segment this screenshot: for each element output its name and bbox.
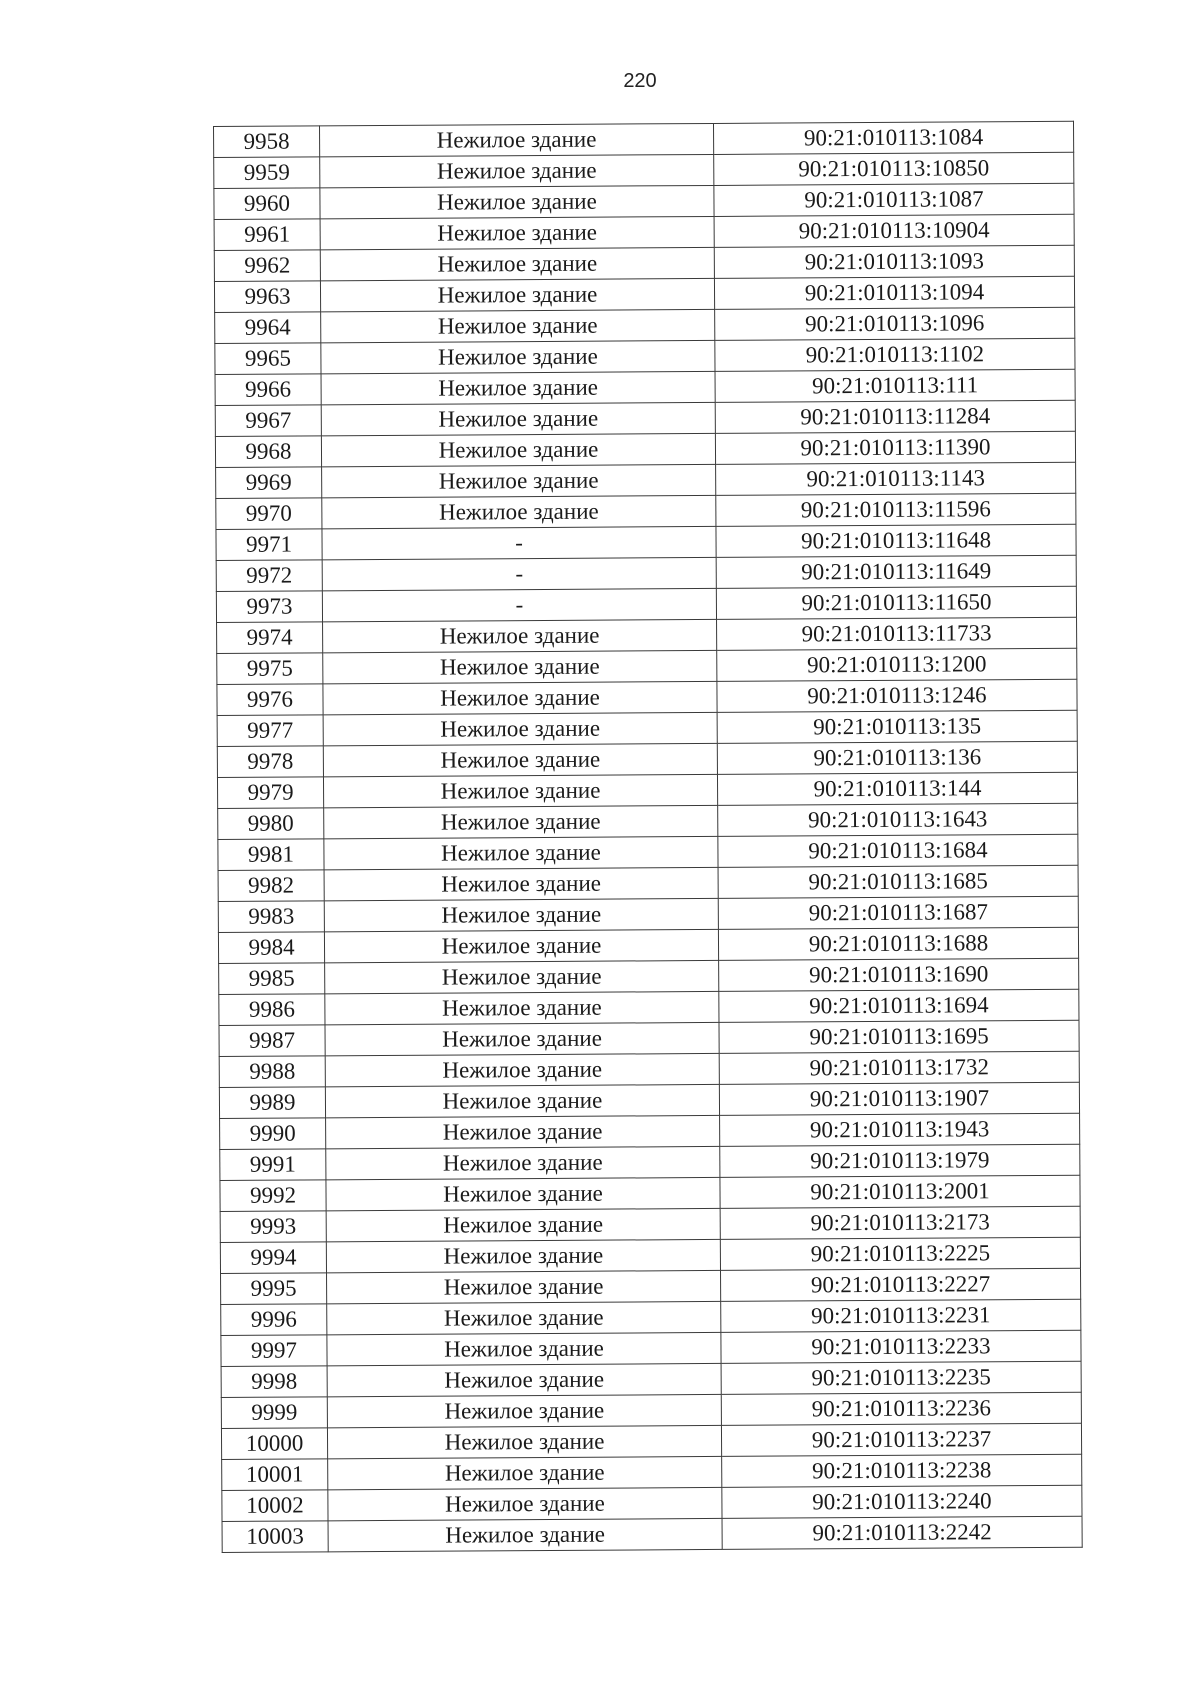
object-type-cell: Нежилое здание	[323, 681, 717, 714]
table-row	[220, 1237, 1080, 1273]
row-number-cell: 9975	[217, 653, 323, 685]
object-type-cell: Нежилое здание	[320, 154, 714, 187]
table-row	[222, 1454, 1082, 1490]
object-type-cell: Нежилое здание	[327, 1332, 721, 1365]
table-row	[217, 617, 1077, 653]
cadastral-number-cell: 90:21:010113:11596	[716, 493, 1076, 526]
cadastral-number-cell: 90:21:010113:144	[717, 772, 1077, 805]
table-row	[221, 1268, 1081, 1304]
table-row	[216, 555, 1076, 591]
table-row	[219, 958, 1079, 994]
cadastral-number-cell: 90:21:010113:135	[717, 710, 1077, 743]
row-number-cell: 9972	[216, 560, 322, 592]
cadastral-number-cell: 90:21:010113:1684	[718, 834, 1078, 867]
row-number-cell: 9988	[219, 1056, 325, 1088]
row-number-cell: 9958	[214, 126, 320, 158]
row-number-cell: 9976	[217, 684, 323, 716]
row-number-cell: 9966	[215, 374, 321, 406]
row-number-cell: 10000	[221, 1428, 327, 1460]
object-type-cell: Нежилое здание	[326, 1115, 720, 1148]
cadastral-number-cell: 90:21:010113:1200	[717, 648, 1077, 681]
cadastral-number-cell: 90:21:010113:11649	[716, 555, 1076, 588]
object-type-cell: Нежилое здание	[327, 1363, 721, 1396]
table-row	[215, 338, 1075, 374]
object-type-cell: Нежилое здание	[320, 185, 714, 218]
table-row	[214, 276, 1074, 312]
table-row	[219, 989, 1079, 1025]
row-number-cell: 9990	[220, 1118, 326, 1150]
object-type-cell: Нежилое здание	[320, 278, 714, 311]
table-row	[217, 772, 1077, 808]
cadastral-number-cell: 90:21:010113:1084	[713, 121, 1073, 154]
row-number-cell: 9989	[219, 1087, 325, 1119]
table-row	[221, 1330, 1081, 1366]
table-row	[215, 400, 1075, 436]
table-row	[218, 927, 1078, 963]
row-number-cell: 9987	[219, 1025, 325, 1057]
object-type-cell: Нежилое здание	[320, 123, 714, 156]
cadastral-number-cell: 90:21:010113:1943	[720, 1113, 1080, 1146]
row-number-cell: 9995	[221, 1273, 327, 1305]
object-type-cell: Нежилое здание	[326, 1239, 720, 1272]
cadastral-number-cell: 90:21:010113:1096	[715, 307, 1075, 340]
cadastral-number-cell: 90:21:010113:1687	[718, 896, 1078, 929]
table-row	[220, 1175, 1080, 1211]
row-number-cell: 9983	[218, 901, 324, 933]
table-row	[214, 245, 1074, 281]
row-number-cell: 9974	[217, 622, 323, 654]
object-type-cell: Нежилое здание	[327, 1270, 721, 1303]
table-row	[215, 369, 1075, 405]
cadastral-number-cell: 90:21:010113:1087	[714, 183, 1074, 216]
row-number-cell: 9986	[219, 994, 325, 1026]
cadastral-number-cell: 90:21:010113:2233	[721, 1330, 1081, 1363]
object-type-cell: Нежилое здание	[321, 402, 715, 435]
table-row	[221, 1299, 1081, 1335]
object-type-cell: Нежилое здание	[323, 774, 717, 807]
cadastral-number-cell: 90:21:010113:1643	[718, 803, 1078, 836]
object-type-cell: -	[322, 526, 716, 559]
registry-table-body	[214, 121, 1083, 1552]
row-number-cell: 9979	[217, 777, 323, 809]
cadastral-number-cell: 90:21:010113:1685	[718, 865, 1078, 898]
object-type-cell: Нежилое здание	[324, 898, 718, 931]
object-type-cell: Нежилое здание	[322, 495, 716, 528]
cadastral-number-cell: 90:21:010113:1688	[718, 927, 1078, 960]
table-row	[221, 1423, 1081, 1459]
object-type-cell: Нежилое здание	[325, 1053, 719, 1086]
table-row	[220, 1113, 1080, 1149]
cadastral-number-cell: 90:21:010113:1979	[720, 1144, 1080, 1177]
cadastral-number-cell: 90:21:010113:10850	[714, 152, 1074, 185]
cadastral-number-cell: 90:21:010113:1695	[719, 1020, 1079, 1053]
object-type-cell: -	[322, 557, 716, 590]
object-type-cell: Нежилое здание	[328, 1518, 722, 1551]
cadastral-number-cell: 90:21:010113:1907	[719, 1082, 1079, 1115]
table-row	[220, 1206, 1080, 1242]
row-number-cell: 9959	[214, 157, 320, 189]
row-number-cell: 9973	[216, 591, 322, 623]
table-row	[214, 152, 1074, 188]
table-row	[215, 307, 1075, 343]
object-type-cell: Нежилое здание	[321, 340, 715, 373]
cadastral-number-cell: 90:21:010113:11284	[715, 400, 1075, 433]
object-type-cell: Нежилое здание	[328, 1487, 722, 1520]
table-row	[219, 1051, 1079, 1087]
registry-table	[213, 121, 1083, 1553]
cadastral-number-cell: 90:21:010113:111	[715, 369, 1075, 402]
object-type-cell: Нежилое здание	[325, 960, 719, 993]
cadastral-number-cell: 90:21:010113:1093	[714, 245, 1074, 278]
table-row	[216, 462, 1076, 498]
row-number-cell: 9961	[214, 219, 320, 251]
object-type-cell: Нежилое здание	[327, 1425, 721, 1458]
object-type-cell: Нежилое здание	[327, 1394, 721, 1427]
row-number-cell: 9996	[221, 1304, 327, 1336]
row-number-cell: 9969	[216, 467, 322, 499]
row-number-cell: 9981	[218, 839, 324, 871]
cadastral-number-cell: 90:21:010113:136	[717, 741, 1077, 774]
object-type-cell: Нежилое здание	[320, 216, 714, 249]
object-type-cell: Нежилое здание	[327, 1301, 721, 1334]
object-type-cell: Нежилое здание	[323, 650, 717, 683]
object-type-cell: Нежилое здание	[324, 929, 718, 962]
cadastral-number-cell: 90:21:010113:11733	[717, 617, 1077, 650]
row-number-cell: 9964	[215, 312, 321, 344]
cadastral-number-cell: 90:21:010113:2225	[720, 1237, 1080, 1270]
row-number-cell: 9977	[217, 715, 323, 747]
object-type-cell: Нежилое здание	[326, 1177, 720, 1210]
cadastral-number-cell: 90:21:010113:2236	[721, 1392, 1081, 1425]
cadastral-number-cell: 90:21:010113:1690	[719, 958, 1079, 991]
table-row	[219, 1082, 1079, 1118]
object-type-cell: Нежилое здание	[321, 433, 715, 466]
cadastral-number-cell: 90:21:010113:2231	[721, 1299, 1081, 1332]
object-type-cell: Нежилое здание	[324, 836, 718, 869]
table-row	[217, 679, 1077, 715]
table-row	[217, 710, 1077, 746]
row-number-cell: 9978	[217, 746, 323, 778]
row-number-cell: 9963	[214, 281, 320, 313]
object-type-cell: Нежилое здание	[322, 464, 716, 497]
registry-table-container	[213, 121, 1082, 1553]
table-row	[214, 183, 1074, 219]
cadastral-number-cell: 90:21:010113:1102	[715, 338, 1075, 371]
cadastral-number-cell: 90:21:010113:2001	[720, 1175, 1080, 1208]
row-number-cell: 9985	[219, 963, 325, 995]
object-type-cell: Нежилое здание	[321, 371, 715, 404]
cadastral-number-cell: 90:21:010113:10904	[714, 214, 1074, 247]
cadastral-number-cell: 90:21:010113:1694	[719, 989, 1079, 1022]
row-number-cell: 9968	[215, 436, 321, 468]
table-row	[216, 493, 1076, 529]
cadastral-number-cell: 90:21:010113:2240	[722, 1485, 1082, 1518]
object-type-cell: Нежилое здание	[323, 743, 717, 776]
object-type-cell: -	[322, 588, 716, 621]
table-row	[218, 834, 1078, 870]
table-row	[220, 1144, 1080, 1180]
cadastral-number-cell: 90:21:010113:2227	[721, 1268, 1081, 1301]
object-type-cell: Нежилое здание	[325, 1022, 719, 1055]
row-number-cell: 9965	[215, 343, 321, 375]
row-number-cell: 10003	[222, 1521, 328, 1553]
row-number-cell: 9970	[216, 498, 322, 530]
table-row	[216, 586, 1076, 622]
object-type-cell: Нежилое здание	[326, 1208, 720, 1241]
cadastral-number-cell: 90:21:010113:1143	[716, 462, 1076, 495]
row-number-cell: 9993	[220, 1211, 326, 1243]
table-row	[219, 1020, 1079, 1056]
table-row	[217, 648, 1077, 684]
row-number-cell: 9982	[218, 870, 324, 902]
row-number-cell: 9967	[215, 405, 321, 437]
row-number-cell: 9962	[214, 250, 320, 282]
cadastral-number-cell: 90:21:010113:2237	[721, 1423, 1081, 1456]
table-row	[221, 1392, 1081, 1428]
row-number-cell: 10001	[222, 1459, 328, 1491]
object-type-cell: Нежилое здание	[326, 1146, 720, 1179]
cadastral-number-cell: 90:21:010113:11648	[716, 524, 1076, 557]
row-number-cell: 9980	[218, 808, 324, 840]
cadastral-number-cell: 90:21:010113:1094	[714, 276, 1074, 309]
row-number-cell: 9997	[221, 1335, 327, 1367]
cadastral-number-cell: 90:21:010113:1732	[719, 1051, 1079, 1084]
object-type-cell: Нежилое здание	[323, 619, 717, 652]
row-number-cell: 9991	[220, 1149, 326, 1181]
table-row	[217, 741, 1077, 777]
table-row	[218, 865, 1078, 901]
page-number: 220	[623, 70, 657, 92]
cadastral-number-cell: 90:21:010113:2242	[722, 1516, 1082, 1549]
table-row	[214, 121, 1074, 157]
object-type-cell: Нежилое здание	[324, 867, 718, 900]
cadastral-number-cell: 90:21:010113:2235	[721, 1361, 1081, 1394]
row-number-cell: 9992	[220, 1180, 326, 1212]
table-row	[216, 524, 1076, 560]
table-row	[221, 1361, 1081, 1397]
object-type-cell: Нежилое здание	[324, 805, 718, 838]
object-type-cell: Нежилое здание	[321, 309, 715, 342]
table-row	[218, 803, 1078, 839]
table-row	[214, 214, 1074, 250]
table-row	[218, 896, 1078, 932]
cadastral-number-cell: 90:21:010113:2173	[720, 1206, 1080, 1239]
table-row	[215, 431, 1075, 467]
row-number-cell: 9984	[218, 932, 324, 964]
cadastral-number-cell: 90:21:010113:1246	[717, 679, 1077, 712]
row-number-cell: 9998	[221, 1366, 327, 1398]
object-type-cell: Нежилое здание	[325, 991, 719, 1024]
row-number-cell: 9971	[216, 529, 322, 561]
object-type-cell: Нежилое здание	[328, 1456, 722, 1489]
row-number-cell: 10002	[222, 1490, 328, 1522]
cadastral-number-cell: 90:21:010113:11650	[716, 586, 1076, 619]
cadastral-number-cell: 90:21:010113:11390	[715, 431, 1075, 464]
object-type-cell: Нежилое здание	[320, 247, 714, 280]
row-number-cell: 9994	[220, 1242, 326, 1274]
table-row	[222, 1485, 1082, 1521]
object-type-cell: Нежилое здание	[325, 1084, 719, 1117]
object-type-cell: Нежилое здание	[323, 712, 717, 745]
table-row	[222, 1516, 1082, 1552]
row-number-cell: 9999	[221, 1397, 327, 1429]
cadastral-number-cell: 90:21:010113:2238	[722, 1454, 1082, 1487]
row-number-cell: 9960	[214, 188, 320, 220]
